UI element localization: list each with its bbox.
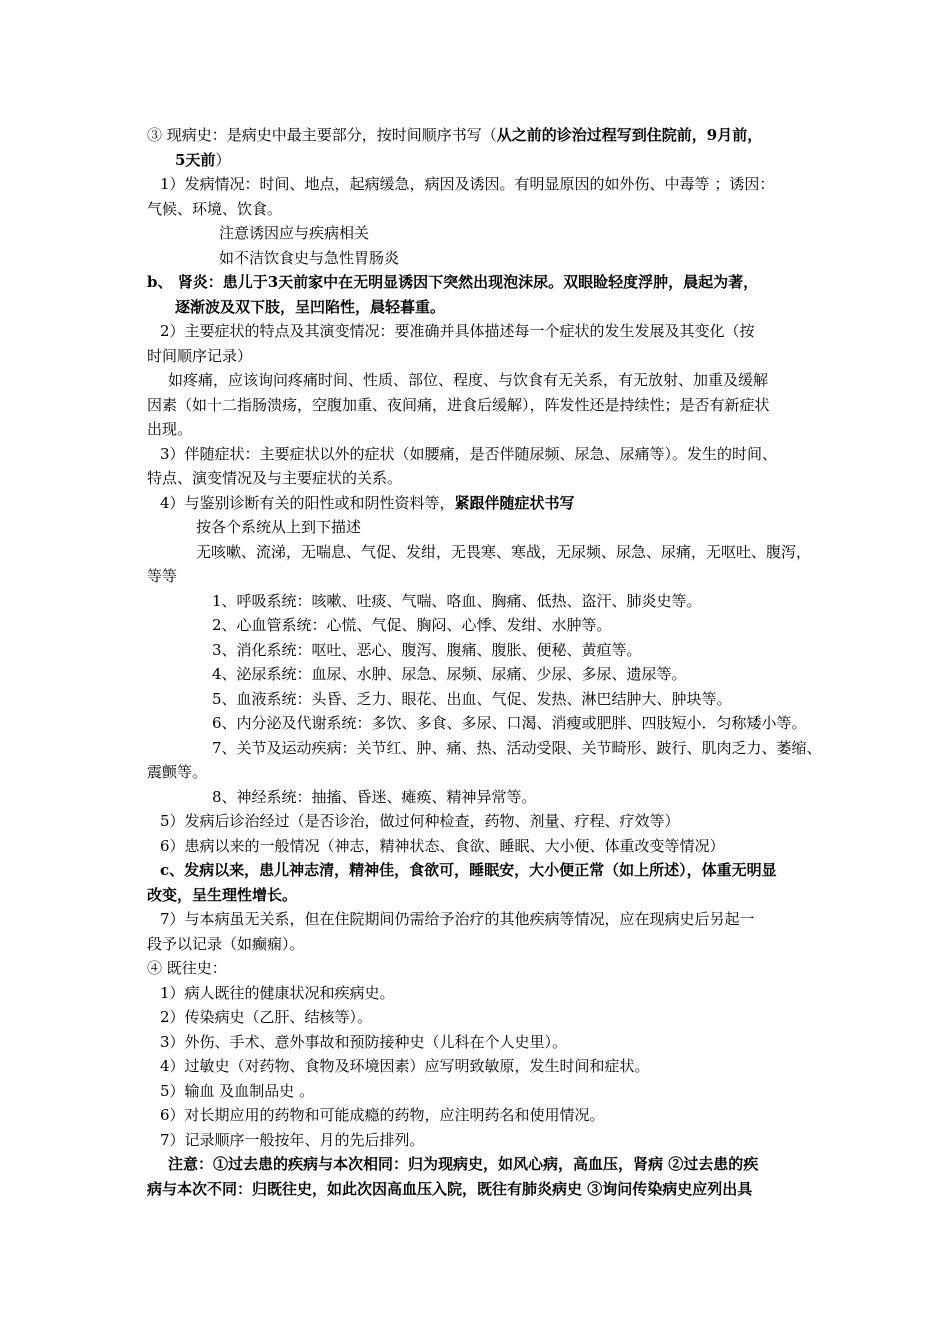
text-line: 出现。 [147, 420, 193, 438]
text-line: 特点、演变情况及与主要症状的关系。 [147, 469, 403, 487]
list-item: 1、呼吸系统：咳嗽、吐痰、气喘、咯血、胸痛、低热、盗汗、肺炎史等。 [212, 591, 702, 610]
text-line: 4）与鉴别诊断有关的阳性或和阴性资料等，紧跟伴随症状书写 [160, 493, 575, 512]
list-item: 5）输血 及血制品史 。 [160, 1081, 315, 1100]
text-line: 因素（如十二指肠溃疡，空腹加重、夜间痛，进食后缓解），阵发性还是持续性；是否有新症状 [147, 395, 770, 414]
text-line: 6）患病以来的一般情况（神志，精神状态、食欲、睡眠、大小便、体重改变等情况） [160, 836, 725, 855]
list-item: 2）传染病史（乙肝、结核等）。 [160, 1008, 373, 1026]
list-item: 5、血液系统：头昏、乏力、眼花、出血、气促、发热、淋巴结肿大、肿块等。 [212, 689, 732, 708]
text-line: 5天前） [175, 150, 231, 169]
text-line: 震颤等。 [147, 763, 208, 781]
section-title-present-illness: ③ 现病史：是病史中最主要部分，按时间顺序书写（从之前的诊治过程写到住院前，9月前， [147, 126, 763, 144]
list-item: 2、心血管系统：心慌、气促、胸闷、心悸、发绀、水肿等。 [212, 616, 612, 634]
text-line: 时间顺序记录） [147, 346, 253, 365]
text-line: 1）发病情况：时间、地点，起病缓急，病因及诱因。有明显原因的如外伤、中毒等 ；诱因： [160, 175, 775, 193]
text-line: 如疼痛，应该询问疼痛时间、性质、部位、程度、与饮食有无关系，有无放射、加重及缓解 [168, 371, 769, 389]
list-item: 7、关节及运动疾病：关节红、肿、痛、热、活动受限、关节畸形、跛行、肌肉乏力、萎缩、 [212, 738, 822, 757]
text-line: 7）与本病虽无关系，但在住院期间仍需给予治疗的其他疾病等情况，应在现病史后另起一 [160, 910, 755, 928]
list-item: 6）对长期应用的药物和可能成瘾的药物，应注明药名和使用情况。 [160, 1106, 605, 1124]
section-title-past-history: ④ 既往史： [147, 959, 227, 977]
text-line: 如不洁饮食史与急性胃肠炎 [219, 248, 400, 267]
list-item: 3、消化系统：呕吐、恶心、腹泻、腹痛、腹胀、便秘、黄疸等。 [212, 640, 642, 659]
list-item: 7）记录顺序一般按年、月的先后排列。 [160, 1130, 425, 1149]
text-line: 气候、环境、饮食。 [147, 199, 283, 218]
example-c-general: c、发病以来，患儿神志清，精神佳，食欲可，睡眠安，大小便正常（如上所述），体重无明显 [160, 861, 777, 879]
text-line: 注意诱因应与疾病相关 [219, 224, 370, 242]
text-line: 按各个系统从上到下描述 [196, 518, 362, 536]
text-line: 无咳嗽、流涕，无喘息、气促、发绀，无畏寒、寒战，无尿频、尿急、尿痛，无呕吐、腹泻， [196, 542, 812, 561]
note-line: 病与本次不同：归既往史，如此次因高血压入院，既往有肺炎病史 ③询问传染病史应列出具 [147, 1179, 753, 1198]
note-line: 注意：①过去患的疾病与本次相同：归为现病史，如风心病，高血压，肾病 ②过去患的疾 [168, 1155, 759, 1173]
text-line: 5）发病后诊治经过（是否诊治，做过何种检查，药物、剂量、疗程、疗效等） [160, 812, 680, 830]
list-item: 8、神经系统：抽搐、昏迷、瘫痪、精神异常等。 [212, 787, 537, 806]
text-line: 段予以记录（如癫痫）。 [147, 934, 305, 953]
text-line: 2）主要症状的特点及其演变情况：要准确并具体描述每一个症状的发生发展及其变化（按 [160, 322, 755, 340]
list-item: 1）病人既往的健康状况和疾病史。 [160, 983, 395, 1002]
text-line: 3）伴随症状：主要症状以外的症状（如腰痛，是否伴随尿频、尿急、尿痛等）。发生的时间、 [160, 444, 778, 463]
document-body [0, 123, 950, 1201]
example-b-nephritis: b、 肾炎：患儿于3天前家中在无明显诱因下突然出现泡沫尿。双眼睑轻度浮肿，晨起为著， [147, 273, 759, 291]
list-item: 3）外伤、手术、意外事故和预防接种史（儿科在个人史里）。 [160, 1032, 568, 1051]
list-item: 4、泌尿系统：血尿、水肿、尿急、尿频、尿痛、少尿、多尿、遗尿等。 [212, 665, 687, 683]
text-line: 改变，呈生理性增长。 [147, 885, 298, 904]
text-line: 等等 [147, 567, 178, 585]
list-item: 4）过敏史（对药物、食物及环境因素）应写明致敏原，发生时间和症状。 [160, 1057, 650, 1075]
text-line: 逐渐波及双下肢，呈凹陷性，晨轻暮重。 [175, 297, 446, 316]
list-item: 6、内分泌及代谢系统：多饮、多食、多尿、口渴、消瘦或肥胖、四肢短小．匀称矮小等。 [212, 714, 807, 732]
